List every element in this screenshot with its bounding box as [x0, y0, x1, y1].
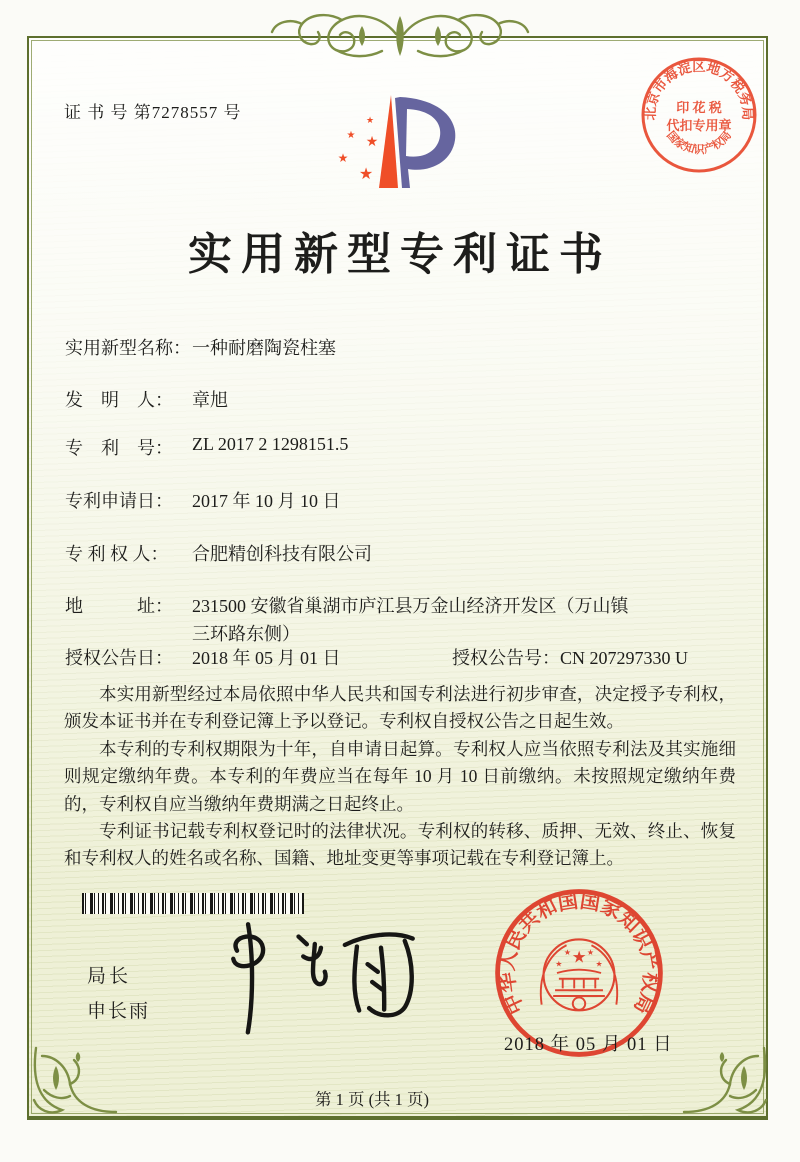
- svg-text:★: ★: [337, 151, 349, 165]
- bottom-left-corner-ornament: [26, 1044, 122, 1124]
- field-label: 专 利 号：: [65, 438, 173, 458]
- svg-text:★: ★: [563, 947, 572, 957]
- field-value: 合肥精创科技有限公司: [192, 544, 372, 564]
- top-flourish-ornament: [266, 8, 534, 60]
- field-row-grant-date: [65, 644, 755, 670]
- svg-text:代扣专用章: 代扣专用章: [666, 118, 732, 133]
- director-name: 申长雨: [87, 1001, 151, 1022]
- field-label: 授权公告日：: [65, 648, 173, 668]
- svg-text:★: ★: [365, 135, 379, 150]
- field-row-filing-date: [65, 487, 755, 513]
- field-value-line1: 231500 安徽省巢湖市庐江县万金山经济开发区（万山镇: [192, 596, 629, 616]
- svg-text:★: ★: [555, 959, 563, 969]
- svg-text:★: ★: [358, 166, 374, 183]
- page-footer: 第 1 页 (共 1 页): [314, 1090, 430, 1109]
- field-value: ZL 2017 2 1298151.5: [192, 434, 349, 454]
- field-row-patentee: [65, 540, 755, 566]
- field-label: 专 利 权 人：: [65, 544, 169, 564]
- svg-text:国家知识产权局: 国家知识产权局: [664, 129, 734, 156]
- field-value: 章旭: [192, 390, 228, 410]
- svg-text:★: ★: [365, 115, 375, 125]
- field-label: 实用新型名称：: [65, 338, 191, 358]
- field-label: 专利申请日：: [65, 491, 173, 511]
- director-title: 局长: [87, 966, 132, 987]
- svg-text:★: ★: [586, 947, 595, 957]
- svg-text:印 花 税: 印 花 税: [676, 100, 722, 115]
- certificate-title: 实用新型专利证书: [188, 230, 612, 279]
- signature-strokes-icon: [200, 918, 430, 1038]
- field-value: 2018 年 05 月 01 日: [192, 648, 341, 668]
- field-value-line2: 三环路东侧）: [192, 624, 300, 644]
- svg-text:★: ★: [346, 130, 356, 141]
- legal-paragraph-2: 本专利的专利权期限为十年，自申请日起算。专利权人应当依照专利法及其实施细则规定缴纳年费。本专利的年费应当在每年 10 月 10 日前缴纳。未按照规定缴纳年费的，专利权自应当缴纳年费期满之日起终止。: [64, 738, 736, 814]
- stamp-duty-seal-icon: [639, 55, 759, 175]
- grant-number-label: 授权公告号：: [452, 648, 560, 668]
- field-row-patent-number: [65, 434, 755, 460]
- field-row-address: [65, 592, 755, 648]
- field-row-utility-name: [65, 334, 755, 360]
- national-emblem-icon: [541, 939, 617, 1010]
- field-label: 发 明 人：: [65, 390, 173, 410]
- certificate-number: 证 书 号 第7278557 号: [64, 103, 242, 122]
- legal-paragraph-1: 本实用新型经过本局依照中华人民共和国专利法进行初步审查，决定授予专利权，颁发本证书并在专利登记簿上予以登记。专利权自授权公告之日起生效。: [64, 684, 736, 732]
- barcode: [82, 893, 304, 914]
- grant-number-group: [452, 644, 688, 670]
- field-value: 2017 年 10 月 10 日: [192, 491, 341, 511]
- director-signature: [200, 918, 430, 1038]
- field-row-inventor: [65, 386, 755, 412]
- legal-paragraph-3: 专利证书记载专利权登记时的法律状况。专利权的转移、质押、无效、终止、恢复和专利权人的姓名或名称、国籍、地址变更等事项记载在专利登记簿上。: [64, 821, 736, 869]
- grant-number-value: CN 207297330 U: [560, 648, 689, 668]
- issue-date: 2018 年 05 月 01 日: [504, 1035, 673, 1055]
- bottom-right-corner-ornament: [678, 1044, 774, 1124]
- svg-text:★: ★: [571, 947, 587, 967]
- svg-text:中华人民共和国国家知识产权局: 中华人民共和国国家知识产权局: [496, 890, 662, 1018]
- field-label: 地 址：: [65, 596, 173, 616]
- legal-text-block: [64, 681, 736, 873]
- svg-text:★: ★: [595, 959, 603, 969]
- cnipa-logo-icon: [336, 76, 476, 201]
- svg-text:北京市海淀区地方税务局: 北京市海淀区地方税务局: [642, 59, 756, 121]
- field-value: 一种耐磨陶瓷柱塞: [192, 338, 336, 358]
